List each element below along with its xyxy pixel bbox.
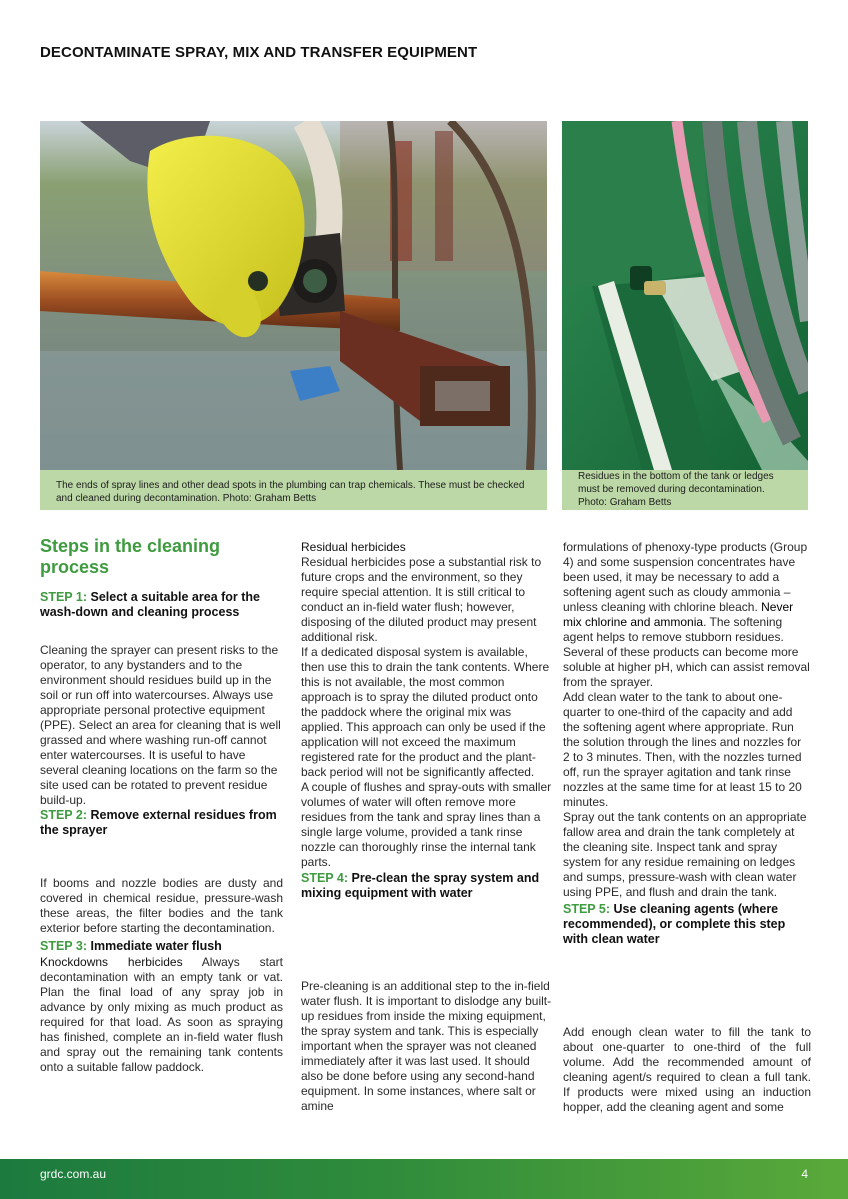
step-5-title: Use cleaning agents (where recommended), or complete this step with clean water xyxy=(563,902,786,946)
softening-para xyxy=(563,540,811,690)
step-4-heading xyxy=(301,871,553,901)
step-3-number: STEP 3: xyxy=(40,939,88,953)
step-2-number: STEP 2: xyxy=(40,808,88,822)
step-5-number: STEP 5: xyxy=(563,902,611,916)
page-footer xyxy=(0,1159,848,1199)
step-4-number: STEP 4: xyxy=(301,871,349,885)
step-1-number: STEP 1: xyxy=(40,590,88,604)
column-2 xyxy=(301,540,553,1114)
step-2-heading xyxy=(40,808,283,838)
page-number: 4 xyxy=(801,1167,808,1181)
step-4-title: Pre-clean the spray system and mixing equipment with water xyxy=(301,871,540,900)
section-heading: Steps in the cleaning process xyxy=(40,536,221,577)
step-4-body: Pre-cleaning is an additional step to the in-field water flush. It is important to dislodge any built-up residues from inside the mixing equipment, the spray system and tank. This is especially important when the sprayer was not cleaned immediately after it was last used. It should also be done before using any second-hand equipment. In some instances, where salt or amine xyxy=(301,979,552,1113)
softening-para-start: formulations of phenoxy-type products (Group 4) and some suspension concentrates have been used, it may be necessary to add a softening agent such as cloudy ammonia – unless cleaning with chlorine bleach. xyxy=(563,540,808,614)
softening-para-end: . The softening agent helps to remove stubborn residues. Several of these products can become more soluble at higher pH, which can assist removal from the sprayer. xyxy=(563,615,810,689)
residual-herbicides-heading: Residual herbicides xyxy=(301,540,406,554)
rinse-para: Add clean water to the tank to about one-quarter to one-third of the capacity and add the softening agent where appropriate. Run the solution through the lines and nozzles for 2 to 3 minutes. Then, with the nozzles turned off, run the sprayer agitation and tank rinse nozzles at the same time for at least 15 to 20 minutes. xyxy=(563,690,802,809)
spray-nozzle-photo xyxy=(40,121,547,470)
tank-residue-photo xyxy=(562,121,808,470)
drain-para: Spray out the tank contents on an appropriate fallow area and drain the tank completely at the cleaning site. Inspect tank and spray system for any residue remaining on ledges and sumps, pressure-wash with clean water using PPE, and flush and drain the tank. xyxy=(563,810,807,899)
residual-para-2: If a dedicated disposal system is available, then use this to drain the tank contents. Where this is not available, the most common approach is to spray the diluted product onto the paddock where the original mix was applied. This approach can only be used if the application will not exceed the maximum registered rate for the product and the plant-back period will not be significantly affected. xyxy=(301,645,550,779)
column-1 xyxy=(40,536,283,1075)
step-3-lead: Knockdowns herbicides xyxy=(40,955,183,969)
step-1-body: Cleaning the sprayer can present risks to the operator, to any bystanders and to the environment should residues build up in the soil or run off into watercourses. Always use appropriate personal protective equipment (PPE). Select an area for cleaning that is well grassed and where washing run-off cannot enter watercourses. It is useful to have several cleaning locations on the farm so the site used can be rotated to prevent residue build-up. xyxy=(40,643,281,807)
step-3-body xyxy=(40,955,283,1075)
step-2-body: If booms and nozzle bodies are dusty and covered in chemical residue, pressure-wash these areas, the filter bodies and the tank exterior before starting the decontamination. xyxy=(40,876,283,935)
page-title: DECONTAMINATE SPRAY, MIX AND TRANSFER EQUIPMENT xyxy=(40,44,478,61)
step-3-title: Immediate water flush xyxy=(90,939,222,953)
step-1-heading xyxy=(40,590,283,620)
step-2-title: Remove external residues from the sprayer xyxy=(40,808,277,837)
step-1-title: Select a suitable area for the wash-down and cleaning process xyxy=(40,590,261,619)
column-3 xyxy=(563,540,811,1115)
left-image-caption: The ends of spray lines and other dead spots in the plumbing can trap chemicals. These must be checked and cleaned during decontamination. Photo: Graham Betts xyxy=(40,470,547,510)
footer-url-link[interactable]: grdc.com.au xyxy=(40,1167,107,1181)
chlorine-ammonia-warning: Never mix chlorine and ammonia xyxy=(563,600,794,629)
residual-para-3: A couple of flushes and spray-outs with smaller volumes of water will often remove more residues from the tank and spray lines than a single large volume, provided a tank rinse nozzle can thoroughly rinse the internal tank parts. xyxy=(301,780,552,869)
residual-para-1: Residual herbicides pose a substantial risk to future crops and the environment, so they require special attention. It is still critical to conduct an in-field water flush; however, disposing of the diluted product may present additional risk. xyxy=(301,555,542,644)
step-5-heading xyxy=(563,902,811,947)
step-3-heading xyxy=(40,939,283,954)
right-image-caption: Residues in the bottom of the tank or ledges must be removed during decontamination. Photo: Graham Betts xyxy=(562,470,808,510)
step-5-body: Add enough clean water to fill the tank to about one-quarter to one-third of the full volume. Add the recommended amount of cleaning agent/s required to clean a full tank. If products were mixed using an induction hopper, add the cleaning agent and some xyxy=(563,1025,811,1114)
step-3-text: Always start decontamination with an empty tank or vat. Plan the final load of any spray job in advance by only mixing as much product as required for that load. As soon as spraying has finished, complete an in-field water flush and spray out the remaining tank contents onto a suitable fallow paddock. xyxy=(40,955,283,1074)
